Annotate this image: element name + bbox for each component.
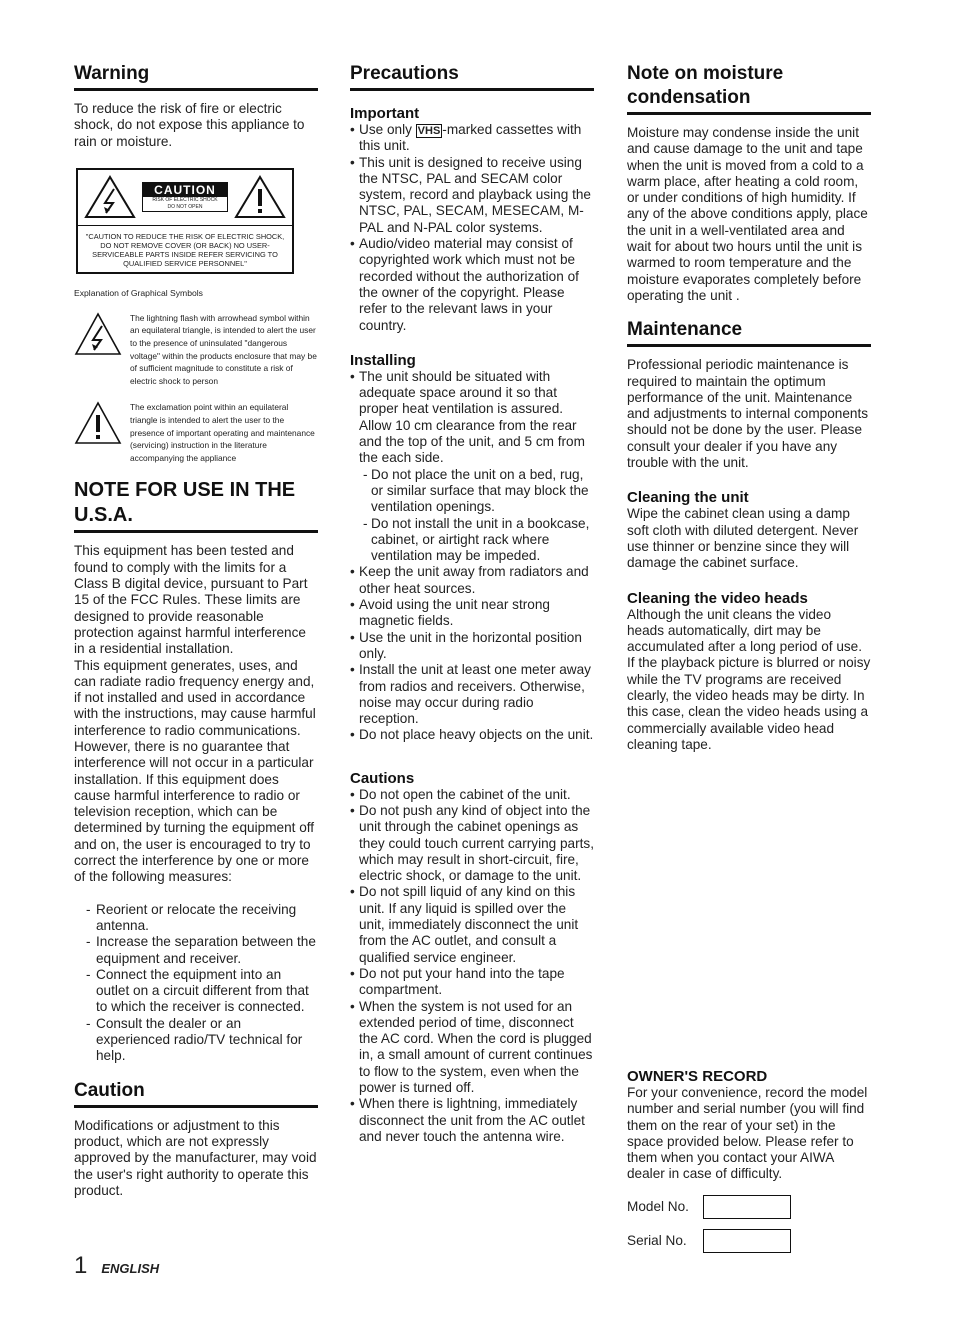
page-footer — [74, 1252, 159, 1280]
interference-measures-list — [74, 902, 318, 1065]
important-heading: Important — [350, 105, 420, 122]
serial-number-label: Serial No. — [627, 1233, 687, 1249]
record-fields — [627, 1195, 871, 1253]
model-number-label: Model No. — [627, 1199, 689, 1215]
serial-number-field — [703, 1229, 791, 1253]
maintenance-heading: Maintenance — [627, 318, 871, 347]
list-item: • This unit is designed to receive using the NTSC, PAL and SECAM color system, record and playback using the NTSC, PAL, SECAM, MESECAM, M-PAL and N-PAL color systems. — [350, 155, 594, 236]
important-item-1-end: -marked cassettes with this unit. — [359, 122, 582, 154]
list-item: • Do not open the cabinet of the unit. — [350, 787, 594, 803]
explanation-title: Explanation of Graphical Symbols — [74, 287, 203, 298]
cleaning-heads-text: Although the unit cleans the video heads automatically, dirt may be accumulated after a long period of use. If the playback picture is blurred or noisy while the TV programs are received clearly, the video heads may be dirty. In this case, clean the video heads using a commercially available video head cleaning tape. — [627, 606, 871, 752]
important-item-1-start: Use only — [359, 122, 412, 137]
caution-label-title: CAUTION — [143, 183, 227, 197]
moisture-text: Moisture may condense inside the unit and cause damage to the unit and tape when the unit is moved from a cold to a warm place, after heating a cold room, or under conditions of high humidity. If any of the above conditions apply, place the unit in a well-ventilated area and wait for about two hours until the unit is warmed to room temperature and the moisture evaporates completely before operating the unit . — [627, 125, 868, 303]
list-item: • Avoid using the unit near strong magnetic fields. — [350, 597, 594, 630]
note-usa-paragraph-1: This equipment has been tested and found to comply with the limits for a Class B digital device, pursuant to Part 15 of the FCC Rules. These limits are designed to provide reasonable protection against harmful interference in a residential installation. — [74, 543, 308, 657]
lightning-symbol-explanation — [74, 312, 318, 388]
caution-heading: Caution — [74, 1079, 318, 1108]
lightning-warning-icon — [84, 175, 136, 219]
warning-heading: Warning — [74, 62, 318, 91]
model-number-row — [627, 1195, 871, 1219]
caution-label-small-2: DO NOT OPEN — [167, 204, 203, 211]
cleaning-unit-text: Wipe the cabinet clean using a damp soft cloth with diluted detergent. Never use thinner or benzine since they will damage the cabinet surface. — [627, 506, 859, 571]
maintenance-text: Professional periodic maintenance is required to maintain the optimum performance of the unit. Maintenance and adjustments to internal components should not be done by the user. Please consult your dealer if you have any trouble with the unit. — [627, 357, 869, 471]
list-item: • When there is lightning, immediately disconnect the unit from the AC outlet and never touch the antenna wire. — [350, 1096, 594, 1145]
cautions-list — [350, 787, 594, 1146]
warning-text: To reduce the risk of fire or electric shock, do not expose this appliance to rain or moisture. — [74, 101, 305, 149]
caution-label — [142, 182, 228, 212]
list-item: • Audio/video material may consist of copyrighted work which must not be recorded without the authorization of the owner of the copyright. Please refer to the relevant laws in your country. — [350, 236, 594, 334]
caution-label-small-1: RISK OF ELECTRIC SHOCK — [152, 197, 218, 204]
caution-box-text: "CAUTION TO REDUCE THE RISK OF ELECTRIC SHOCK, DO NOT REMOVE COVER (OR BACK) NO USER-SERVICEABLE PARTS INSIDE REFER SERVICING TO QUALIFIED SERVICE PERSONNEL" — [85, 231, 285, 268]
exclamation-warning-icon — [234, 175, 286, 219]
exclamation-symbol-text: The exclamation point within an equilateral triangle is intended to alert the user to the presence of important operating and maintenance (servicing) instruction in the literature accompanying the appliance — [130, 402, 315, 463]
important-list — [350, 122, 594, 334]
list-item: • Do not put your hand into the tape compartment. — [350, 966, 594, 999]
list-item: • Do not push any kind of object into the unit through the cabinet openings as they could touch current carrying parts, which may result in short-circuit, fire, electric shock, or damage to the unit. — [350, 803, 594, 884]
precautions-heading: Precautions — [350, 62, 594, 91]
moisture-heading: Note on moisture condensation — [627, 62, 871, 115]
page-number: 1 — [74, 1252, 88, 1279]
left-column — [74, 62, 318, 1199]
serial-number-row — [627, 1229, 871, 1253]
cleaning-heads-heading: Cleaning the video heads — [627, 589, 808, 607]
list-item — [350, 122, 594, 155]
list-item: • Install the unit at least one meter away from radios and receivers. Otherwise, noise may occur during radio reception. — [350, 662, 594, 727]
list-item: • Do not place heavy objects on the unit. — [350, 727, 594, 743]
caution-label-box — [76, 168, 294, 274]
installing-sublist — [353, 467, 594, 565]
model-number-field — [703, 1195, 791, 1219]
list-item: • The unit should be situated with adequate space around it so that proper heat ventilation is assured. Allow 10 cm clearance from the rear and the top of the unit, and 5 cm from the each side. — [350, 369, 594, 467]
owners-record-section — [627, 1068, 871, 1263]
list-item: - Increase the separation between the equipment and receiver. — [74, 934, 318, 967]
vhs-logo: VHS — [417, 125, 441, 137]
list-item: • Keep the unit away from radiators and other heat sources. — [350, 564, 594, 597]
list-item: - Connect the equipment into an outlet on a circuit different from that to which the receiver is connected. — [74, 967, 318, 1016]
cautions-heading: Cautions — [350, 769, 415, 787]
list-item: • Use the unit in the horizontal position only. — [350, 630, 594, 663]
installing-list-continued — [350, 564, 594, 743]
exclamation-triangle-icon — [74, 401, 122, 445]
middle-column — [350, 62, 594, 1145]
installing-heading: Installing — [350, 351, 416, 369]
note-usa-paragraph-2: This equipment generates, uses, and can radiate radio frequency energy and, if not installed and used in accordance with the instructions, may cause harmful interference to radio communications. However, there is no guarantee that interference will not occur in a particular installation. If this equipment does cause harmful interference to radio or television reception, which can be determined by turning the equipment off and on, the user is encouraged to try to correct the interference by one or more of the following measures: — [74, 657, 316, 885]
right-column — [627, 62, 871, 1249]
caution-text: Modifications or adjustment to this product, which are not expressly approved by the manufacturer, may void the user's right authority to operate this product. — [74, 1117, 317, 1198]
exclamation-symbol-explanation — [74, 401, 318, 464]
list-item: - Do not install the unit in a bookcase, cabinet, or airtight rack where ventilation may be impeded. — [353, 516, 594, 565]
owners-record-heading: OWNER'S RECORD — [627, 1068, 768, 1085]
list-item: • Do not spill liquid of any kind on this unit. If any liquid is spilled over the unit, immediately disconnect the unit from the AC outlet, and consult a qualified service engineer. — [350, 884, 594, 965]
list-item: - Do not place the unit on a bed, rug, or similar surface that may block the ventilation openings. — [353, 467, 594, 516]
language-label: ENGLISH — [101, 1261, 160, 1276]
list-item: - Reorient or relocate the receiving antenna. — [74, 902, 318, 935]
note-usa-heading: NOTE FOR USE IN THE U.S.A. — [74, 478, 318, 533]
lightning-symbol-text: The lightning flash with arrowhead symbol within an equilateral triangle, is intended to alert the user to the presence of uninsulated "dangerous voltage" within the products enclosure that may be of sufficient magnitude to constitute a risk of electric shock to person — [130, 312, 317, 386]
installing-list — [350, 369, 594, 467]
owners-record-text: For your convenience, record the model number and serial number (you will find them on the rear of your set) in the space provided below. Please refer to them when you contact your AIWA dealer in case of difficulty. — [627, 1085, 868, 1182]
list-item: - Consult the dealer or an experienced radio/TV technical for help. — [74, 1016, 318, 1065]
cleaning-unit-heading: Cleaning the unit — [627, 489, 749, 507]
lightning-triangle-icon — [74, 312, 122, 356]
list-item: • When the system is not used for an extended period of time, disconnect the AC cord. When the cord is plugged in, a small amount of current continues to flow to the system, even when the power is turned off. — [350, 999, 594, 1097]
